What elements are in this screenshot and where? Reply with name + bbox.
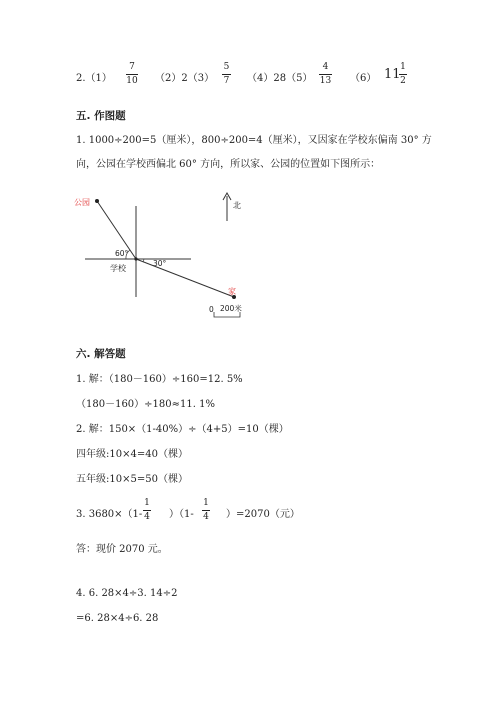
home-label: 家 [228, 287, 236, 296]
answer-3-fraction-1: 1 4 [144, 498, 150, 522]
school-label: 学校 [110, 264, 126, 273]
answer-2-line-1: 2. 解：150×（1-40%）÷（4+5）=10（棵） [76, 424, 289, 435]
scale-length-label: 200米 [220, 304, 242, 313]
q2-mixed-fraction: 1 2 [400, 62, 406, 86]
answer-4-line-1: 4. 6. 28×4÷3. 14÷2 [76, 588, 178, 599]
answer-1-line-1: 1. 解：（180－160）÷160=12. 5% [76, 374, 243, 385]
answer-4-line-2: =6. 28×4÷6. 28 [76, 613, 159, 624]
q2-part2: （2）2（3） [155, 73, 215, 84]
section5-title: 五. 作图题 [76, 110, 126, 122]
q2-fraction-2: 5 7 [223, 62, 230, 86]
q2-prefix: 2.（1） [76, 73, 112, 84]
park-label: 公园 [74, 198, 90, 207]
section5-line1: 1. 1000÷200=5（厘米），800÷200=4（厘米），又因家在学校东偏南 30° 方 [76, 135, 432, 146]
angle-30-label: 30° [153, 259, 167, 268]
angle-60-label: 60° [115, 249, 129, 258]
location-diagram [70, 190, 250, 325]
section5-line2: 向，公园在学校西偏北 60° 方向，所以家、公园的位置如下图所示： [76, 159, 381, 170]
scale-zero-label: 0 [209, 305, 214, 314]
q2-part6: （6） [350, 73, 377, 84]
park-point [95, 199, 99, 203]
answer-3-part-b: ）（1- [169, 509, 194, 520]
school-home-line [136, 259, 234, 297]
north-label: 北 [233, 201, 241, 210]
q2-mixed-whole: 11 [384, 67, 401, 82]
answer-3-fraction-2: 1 4 [203, 498, 209, 522]
answer-2-line-3: 五年级:10×5=50（棵） [76, 474, 188, 485]
answer-3-conclusion: 答：现价 2070 元。 [76, 544, 168, 555]
section6-title: 六. 解答题 [76, 348, 126, 360]
q2-part4: （4）28（5） [247, 73, 313, 84]
q2-fraction-1: 7 10 [126, 62, 138, 86]
answer-1-line-2: （180－160）÷180≈11. 1% [76, 399, 215, 410]
answer-3-part-a: 3. 3680×（1- [76, 509, 143, 520]
answer-2-line-2: 四年级:10×4=40（棵） [76, 449, 188, 460]
school-point [134, 257, 137, 260]
q2-fraction-3: 4 13 [319, 62, 332, 86]
answer-3-part-c: ）=2070（元） [226, 509, 300, 520]
